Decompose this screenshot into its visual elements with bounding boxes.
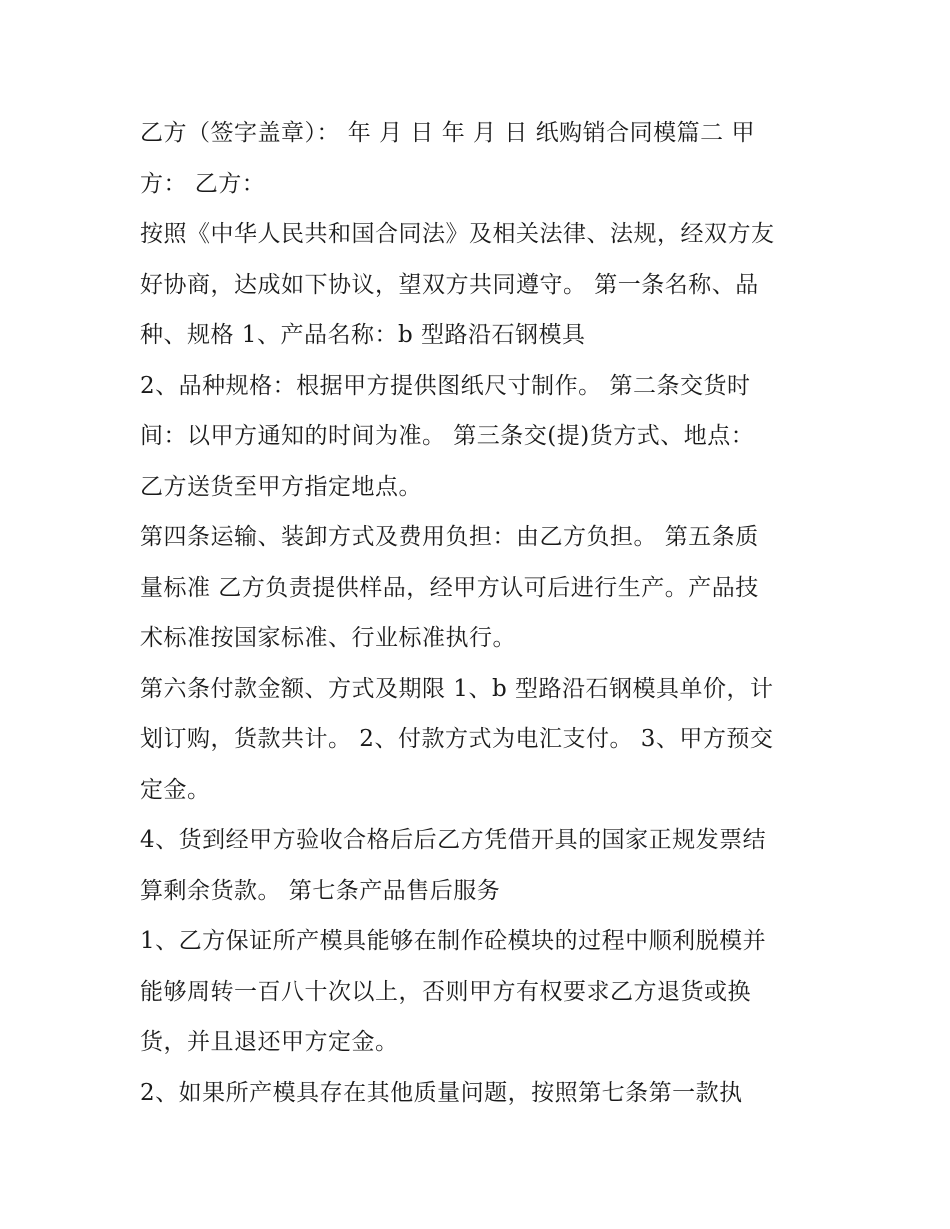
text-line: 2、品种规格：根据甲方提供图纸尺寸制作。 第二条交货时 [140, 372, 751, 399]
text-line: 第六条付款金额、方式及期限 1、b 型路沿石钢模具单价，计 [140, 675, 774, 702]
text-line: 划订购，货款共计。 2、付款方式为电汇支付。 3、甲方预交 [140, 726, 774, 752]
text-line: 能够周转一百八十次以上，否则甲方有权要求乙方退货或换 [140, 978, 751, 1005]
text-line: 术标准按国家标准、行业标准执行。 [140, 625, 516, 651]
text-line: 种、规格 1、产品名称：b 型路沿石钢模具 [140, 322, 586, 348]
text-line: 1、乙方保证所产模具能够在制作砼模块的过程中顺利脱模并 [140, 928, 767, 954]
text-line: 第四条运输、装卸方式及费用负担：由乙方负担。 第五条质 [140, 524, 759, 550]
text-line: 按照《中华人民共和国合同法》及相关法律、法规，经双方友 [140, 221, 775, 247]
text-line: 定金。 [140, 776, 211, 803]
text-line: 乙方（签字盖章）： 年 月 日 年 月 日 纸购销合同模篇二 甲 [140, 120, 755, 146]
text-line: 量标准 乙方负责提供样品，经甲方认可后进行生产。产品技 [140, 574, 759, 601]
text-line: 间：以甲方通知的时间为准。 第三条交(提)货方式、地点： [140, 423, 755, 449]
text-line: 货，并且退还甲方定金。 [140, 1029, 399, 1055]
text-line: 好协商，达成如下协议，望双方共同遵守。 第一条名称、品 [140, 271, 759, 298]
text-line: 2、如果所产模具存在其他质量问题，按照第七条第一款执 [140, 1079, 743, 1106]
text-line: 乙方送货至甲方指定地点。 [140, 473, 422, 500]
contract-text [140, 108, 820, 1118]
text-line: 4、货到经甲方验收合格后后乙方凭借开具的国家正规发票结 [140, 827, 767, 853]
text-line: 算剩余货款。 第七条产品售后服务 [140, 877, 501, 904]
text-line: 方： 乙方： [140, 170, 266, 197]
